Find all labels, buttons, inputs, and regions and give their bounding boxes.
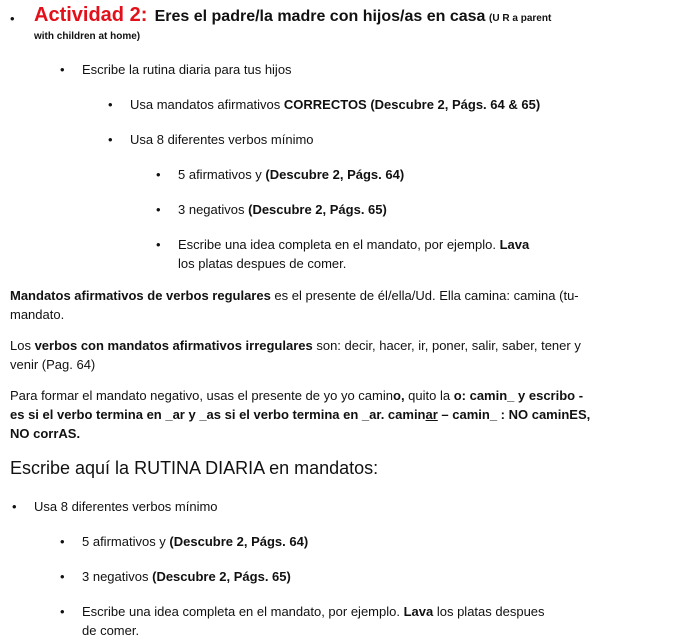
text: 3 negativos	[178, 202, 249, 217]
bullet-icon: •	[60, 604, 65, 619]
list-item	[178, 165, 404, 184]
bold-text: o: camin_ y escribo -es si el verbo termina en _ar y _as si el verbo termina en _ar. camin	[10, 388, 584, 422]
text: Para formar el mandato negativo, usas el presente de yo yo camin	[10, 388, 393, 403]
bold-text: – camin_ : NO caminES, NO corrAS.	[10, 407, 591, 441]
bold-text: o,	[393, 388, 405, 403]
bullet-icon: •	[60, 569, 65, 584]
list-item	[82, 602, 562, 640]
paragraph-irregular	[10, 336, 595, 374]
text: Los	[10, 338, 35, 353]
bullet-icon: •	[108, 97, 113, 112]
bullet-icon: •	[60, 62, 65, 77]
list-item	[130, 95, 540, 114]
activity-note: (U R a parent	[489, 13, 552, 24]
bold-text: (Descubre 2, Págs. 65)	[248, 202, 387, 217]
text: es el presente de él/ella/Ud. Ella camina: camina (tu- mandato.	[10, 288, 579, 322]
bullet-icon: •	[156, 202, 161, 217]
bold-text: verbos con mandatos afirmativos irregulares	[34, 338, 313, 353]
bold-text: CORRECTOS (Descubre 2, Págs. 64 & 65)	[283, 97, 541, 112]
list-item: Usa 8 diferentes verbos mínimo	[34, 499, 218, 514]
text: 5 afirmativos y	[82, 534, 170, 549]
text: quito la	[404, 388, 454, 403]
bullet-icon: •	[10, 11, 15, 26]
bullet-icon: •	[12, 499, 17, 514]
paragraph-regular	[10, 286, 590, 324]
activity-label: Actividad 2:	[34, 4, 148, 26]
text: Usa mandatos afirmativos	[130, 97, 284, 112]
activity-note-cont: with children at home)	[34, 31, 141, 42]
bold-text: (Descubre 2, Págs. 64)	[265, 167, 405, 182]
section-heading: Escribe aquí la RUTINA DIARIA en mandatos:	[10, 458, 379, 478]
list-item: Escribe la rutina diaria para tus hijos	[82, 62, 292, 77]
bullet-icon: •	[156, 237, 161, 252]
text: los platas despues de comer.	[82, 604, 545, 638]
underlined-text: ar	[425, 407, 438, 422]
list-item	[178, 200, 387, 219]
bullet-icon: •	[156, 167, 161, 182]
list-item	[82, 567, 291, 586]
bullet-icon: •	[60, 534, 65, 549]
paragraph-negative	[10, 386, 595, 443]
text: 5 afirmativos y	[178, 167, 266, 182]
bold-text: Lava	[403, 604, 434, 619]
bold-text: Mandatos afirmativos de verbos regulares	[10, 288, 271, 303]
text: son: decir, hacer, ir, poner, salir, saber, tener y venir (Pag. 64)	[10, 338, 581, 372]
activity-heading: Eres el padre/la madre con hijos/as en casa	[154, 8, 486, 25]
text: 3 negativos	[82, 569, 153, 584]
bold-text: (Descubre 2, Págs. 64)	[169, 534, 309, 549]
bold-text: (Descubre 2, Págs. 65)	[152, 569, 291, 584]
text: Escribe una idea completa en el mandato, por ejemplo.	[178, 237, 500, 252]
text: los platas despues de comer.	[178, 256, 347, 271]
bold-text: Lava	[499, 237, 530, 252]
list-item: Usa 8 diferentes verbos mínimo	[130, 132, 314, 147]
text: Escribe una idea completa en el mandato, por ejemplo.	[82, 604, 404, 619]
list-item	[178, 235, 588, 273]
list-item	[82, 532, 308, 551]
bullet-icon: •	[108, 132, 113, 147]
